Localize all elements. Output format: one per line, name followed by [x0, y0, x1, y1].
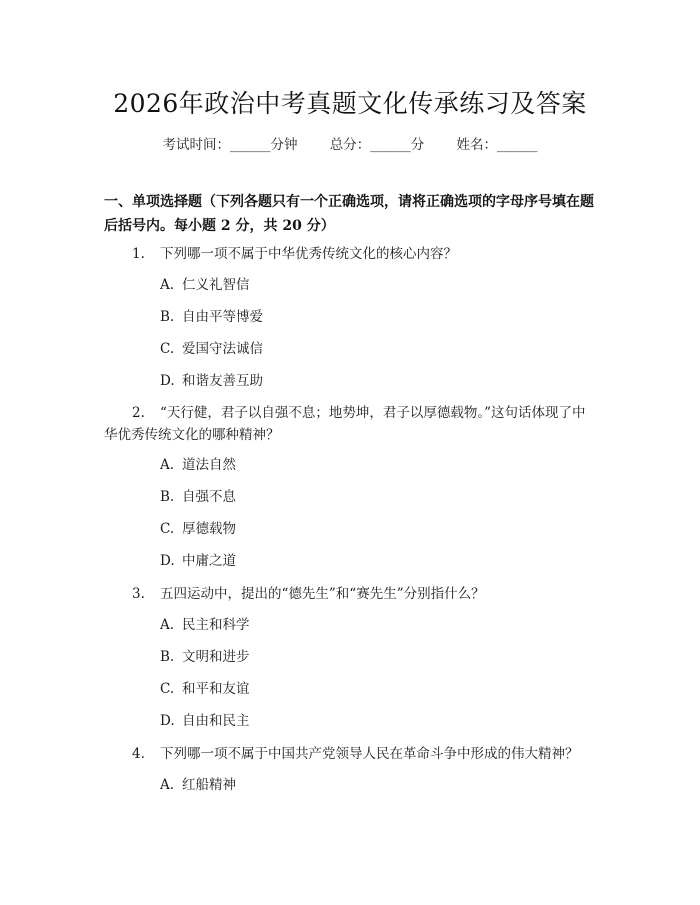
option-letter: B.: [160, 309, 175, 325]
option-text: 红船精神: [182, 777, 236, 793]
option: [160, 551, 236, 571]
student-name: 姓名：______: [456, 137, 538, 153]
option: [160, 711, 250, 731]
option: [160, 679, 250, 699]
option: [160, 487, 236, 507]
option-text: 自强不息: [182, 489, 236, 505]
option: [160, 307, 263, 327]
question-text: “天行健，君子以自强不息；地势坤，君子以厚德载物。”这句话体现了中华优秀传统文化的哪种精神？: [104, 405, 586, 443]
option: [160, 775, 236, 795]
exam-time: 考试时间：______分钟: [162, 137, 298, 153]
option: [160, 647, 250, 667]
option-text: 自由平等博爱: [182, 309, 263, 325]
question-number: 1.: [132, 246, 145, 262]
option: [160, 339, 263, 359]
question-2: [104, 402, 596, 446]
option-text: 自由和民主: [182, 713, 250, 729]
option-letter: A.: [160, 457, 175, 473]
question-number: 4.: [132, 746, 145, 762]
option-text: 和平和友谊: [182, 681, 250, 697]
option: [160, 519, 236, 539]
option-text: 文明和进步: [182, 649, 250, 665]
option: [160, 275, 250, 295]
option-letter: C.: [160, 341, 175, 357]
option-letter: A.: [160, 617, 175, 633]
question-text: 下列哪一项不属于中国共产党领导人民在革命斗争中形成的伟大精神？: [160, 746, 579, 762]
option-text: 道法自然: [182, 457, 236, 473]
question-text: 下列哪一项不属于中华优秀传统文化的核心内容？: [160, 246, 457, 262]
document-title: 2026年政治中考真题文化传承练习及答案: [113, 89, 587, 118]
exam-meta: [0, 133, 700, 153]
option-text: 厚德载物: [182, 521, 236, 537]
question-3: [104, 583, 596, 605]
option-text: 爱国守法诚信: [182, 341, 263, 357]
option-letter: C.: [160, 681, 175, 697]
question-text: 五四运动中，提出的“德先生”和“赛先生”分别指什么？: [160, 586, 485, 602]
question-number: 3.: [132, 586, 145, 602]
question-number: 2.: [132, 405, 145, 421]
option-letter: A.: [160, 277, 175, 293]
option: [160, 455, 236, 475]
exam-score: 总分：______分: [329, 137, 425, 153]
option-text: 和谐友善互助: [182, 373, 263, 389]
section-title: 一、单项选择题（下列各题只有一个正确选项，请将正确选项的字母序号填在题后括号内。每小题 2 分，共 20 分）: [104, 194, 594, 234]
option-text: 民主和科学: [182, 617, 250, 633]
question-4: [104, 743, 596, 765]
question-1: [104, 243, 596, 265]
option-text: 中庸之道: [182, 553, 236, 569]
option-letter: C.: [160, 521, 175, 537]
option-letter: B.: [160, 489, 175, 505]
option-letter: A.: [160, 777, 175, 793]
option: [160, 371, 263, 391]
option-letter: D.: [160, 713, 175, 729]
option-letter: D.: [160, 553, 175, 569]
option-letter: B.: [160, 649, 175, 665]
option: [160, 615, 250, 635]
option-letter: D.: [160, 373, 175, 389]
option-text: 仁义礼智信: [182, 277, 250, 293]
